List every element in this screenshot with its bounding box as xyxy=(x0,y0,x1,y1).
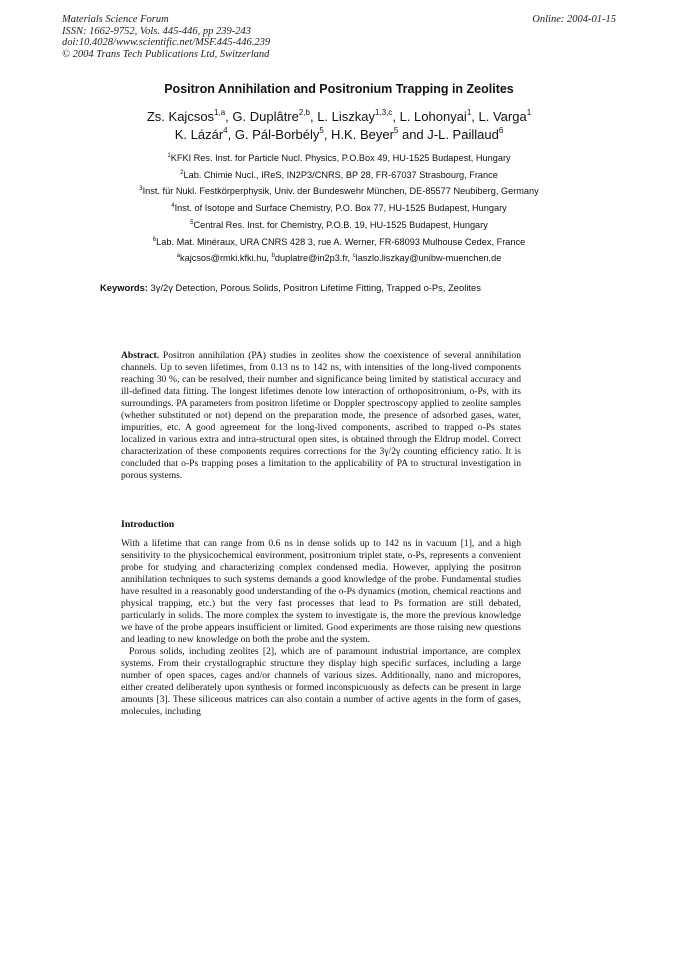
journal-name: Materials Science Forum xyxy=(62,14,169,25)
abstract xyxy=(121,350,521,482)
author-line-1: Zs. Kajcsos$^{1,a}$, G. Duplâtre$^{2,b}$, L. Liszkay$^{1,3,c}$, L. Lohonyai$^1$, L. Varga$^1$ xyxy=(146,108,532,124)
affiliation-6: $^6$Lab. Mat. Minéraux, URA CNRS 428 3, rue A. Werner, FR-68093 Mulhouse Cedex, France xyxy=(152,236,526,247)
affiliation-3: $^3$Inst. für Nukl. Festkörperphysik, Univ. der Bundeswehr München, DE-85577 Neubiberg, Germany xyxy=(139,186,539,197)
paragraph: Porous solids, including zeolites [2], which are of paramount industrial importance, are complex systems. From their crystallographic structure they display high specific surfaces, including a large number of open spaces, cages and/or channels of various sizes. Additionally, nano and micropores, either created deliberately upon synthesis or formed inconspicuously as defects can be present in large amounts [3]. These siliceous matrices can also contain a number of active agents in the form of gases, molecules, including xyxy=(121,646,521,717)
keywords xyxy=(100,282,481,293)
online-date: Online: 2004-01-15 xyxy=(532,14,616,25)
abstract-label: Abstract. xyxy=(121,350,160,361)
paragraph: With a lifetime that can range from 0.6 ns in dense solids up to 142 ns in vacuum [1], and a high sensitivity to the physicochemical environment, positronium triplet state, o-Ps, represents a convenient probe for studying and characterizing complex condensed media. However, applying the positron annihilation techniques to such systems demands a good knowledge of the probe. Fundamental studies have resulted in a reasonably good understanding of the o-Ps dynamics (motion, chemical reactions and physical trapping, etc.) but the very fast processes that lead to Ps formation are still debated, particularly in solids. The more complex the system to investigate is, the more the previous knowledge we have of the probe appears insufficient or limited. Good experiments are those raising new questions and leading to new knowledge on both the probe and the system. xyxy=(121,538,521,645)
paper-title: Positron Annihilation and Positronium Trapping in Zeolites xyxy=(164,82,514,96)
doi-line: doi:10.4028/www.scientific.net/MSF.445-446.239 xyxy=(62,37,271,48)
affiliation-1: $^1$KFKI Res. Inst. for Particle Nucl. Physics, P.O.Box 49, HU-1525 Budapest, Hungary xyxy=(167,153,511,163)
abstract-text: Positron annihilation (PA) studies in zeolites show the coexistence of several annihilation channels. Up to seven lifetimes, from 0.13 ns to 142 ns, with intensities of the long-lived components reaching 30 %, can be resolved, their number and significance being limited by statistical accuracy and ill-defined data fitting. The longest lifetimes denote low interaction of orthopositronium, o-Ps, with its surroundings. PA parameters from positron lifetime or Doppler spectroscopy applied to zeolite samples (whether substituted or not) depend on the preparation mode, the presence of adsorbed gases, water, impurities, etc. A good agreement for the long-lived components, ascribed to trapped o-Ps states localized in various extra and intra-structural open sites, is obtained through the Eldrup model. Correct characterization of these components requires corrections for the 3γ/2γ counting efficiency ratio. It is concluded that o-Ps trapping poses a limitation to the applicability of PA to structural investigation in porous systems. xyxy=(121,350,521,481)
introduction-body xyxy=(121,538,521,718)
email-line: $^a$kajcsos@rmki.kfki.hu, $^b$duplatre@in2p3.fr, $^c$laszlo.liszkay@unibw-muenchen.de xyxy=(176,253,502,264)
affiliation-5: $^5$Central Res. Inst. for Chemistry, P.O.B. 19, HU-1525 Budapest, Hungary xyxy=(190,219,488,230)
affiliation-list xyxy=(0,150,678,267)
author-line-2: K. Lázár$^4$, G. Pál-Borbély$^5$, H.K. Beyer$^5$ and J-L. Paillaud$^6$ xyxy=(174,126,504,142)
affiliation-2: $^2$Lab. Chimie Nucl., IReS, IN2P3/CNRS, BP 28, FR-67037 Strasbourg, France xyxy=(180,169,498,180)
issn-line: ISSN: 1662-9752, Vols. 445-446, pp 239-243 xyxy=(62,25,251,37)
copyright-line: © 2004 Trans Tech Publications Ltd, Switzerland xyxy=(62,48,270,60)
affiliation-4: $^4$Inst. of Isotope and Surface Chemistry, P.O. Box 77, HU-1525 Budapest, Hungary xyxy=(171,203,507,214)
section-heading-introduction: Introduction xyxy=(121,519,175,530)
journal-header xyxy=(62,14,270,60)
keywords-label: Keywords: xyxy=(100,282,148,293)
keywords-text: 3γ/2γ Detection, Porous Solids, Positron Lifetime Fitting, Trapped o-Ps, Zeolites xyxy=(147,282,481,293)
author-list xyxy=(0,108,678,144)
